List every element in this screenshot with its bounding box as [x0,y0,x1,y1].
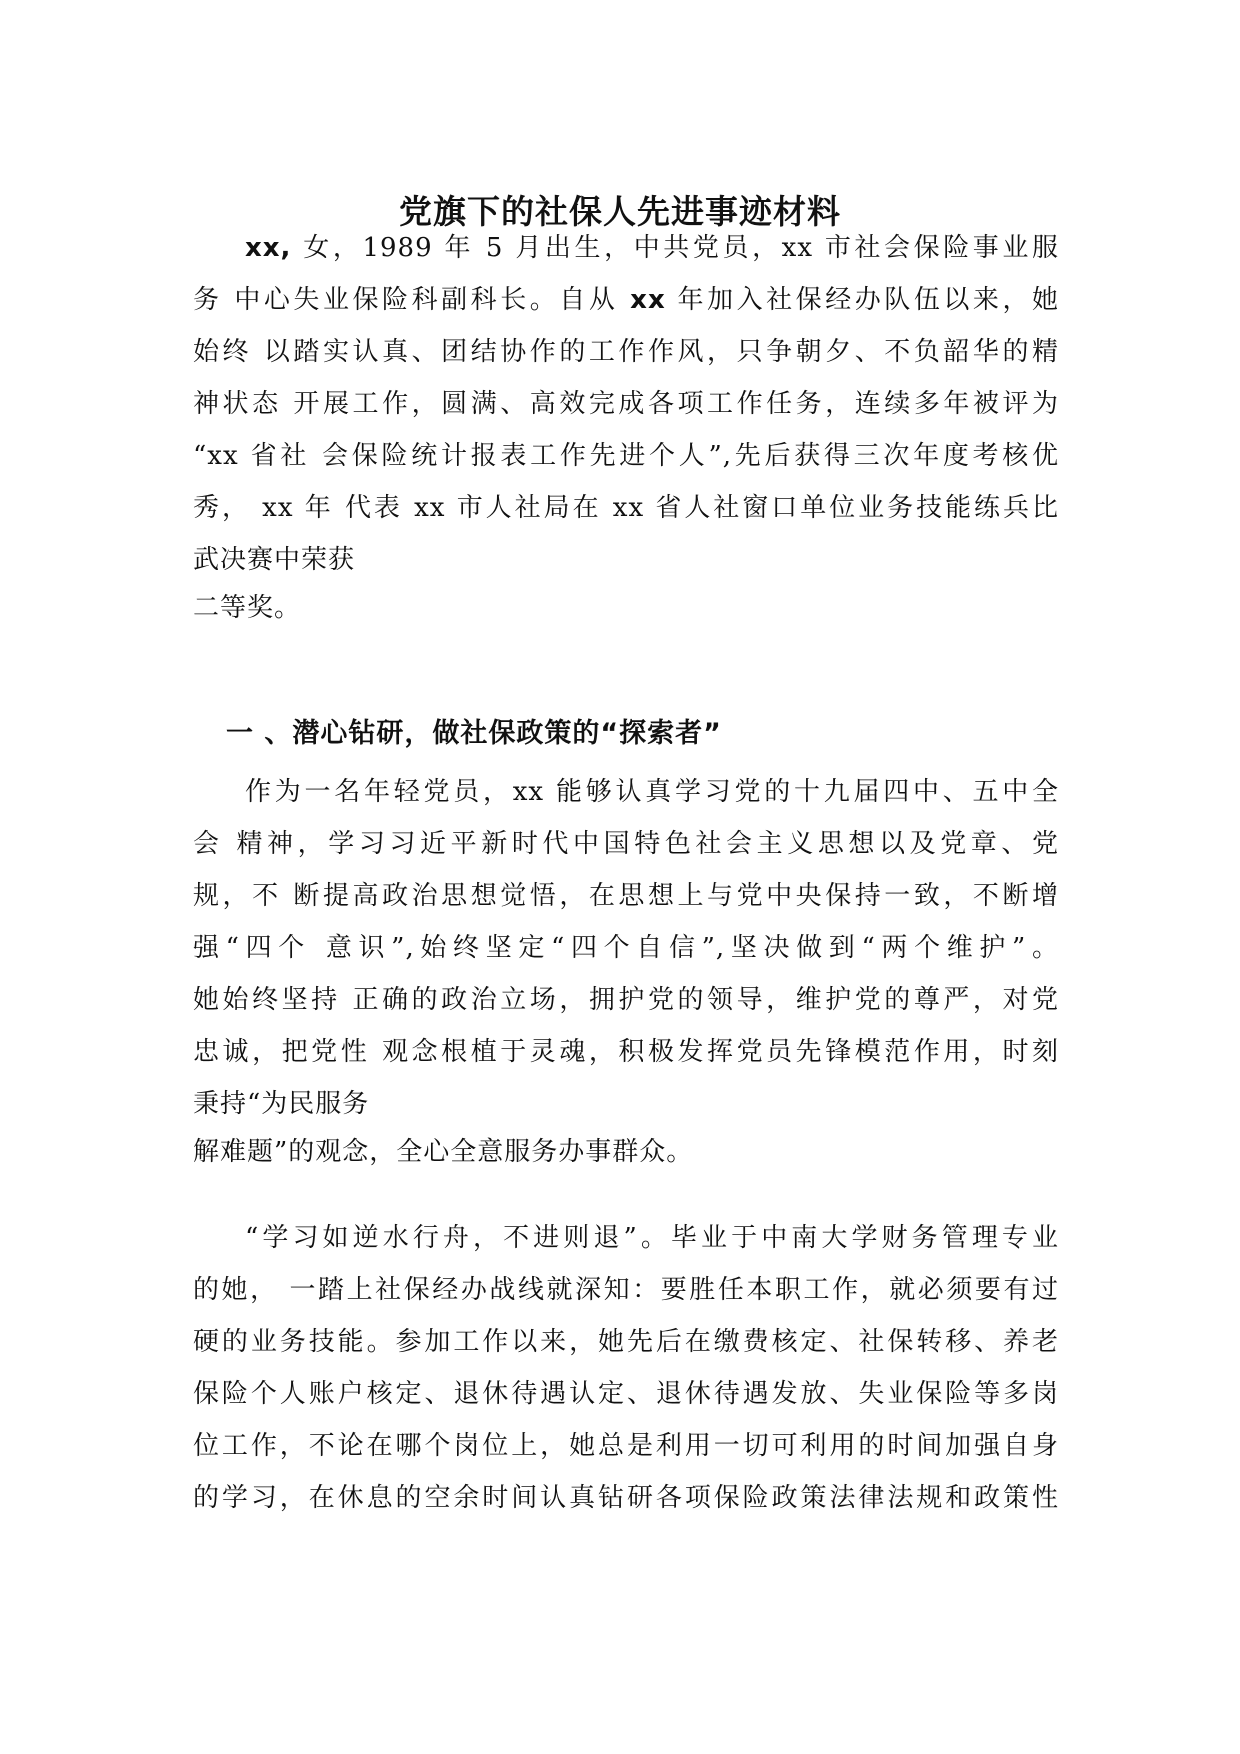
paragraph-3-line-1: “学习如逆水行舟，不进则退”。毕业于中南大学财务管理专业 [245,1223,1059,1253]
paragraph-1-line-4: 神状态 开展工作，圆满、高效完成各项工作任务，连续多年被评为 [193,389,1059,419]
paragraph-1-line-7: 武决赛中荣获 [193,545,356,575]
paragraph-2-line-3: 规，不 断提高政治思想觉悟，在思想上与党中央保持一致，不断增 [193,881,1059,911]
section-1-heading: 一 、潜心钻研，做社保政策的“探索者” [226,718,722,749]
paragraph-3-line-4: 保险个人账户核定、退休待遇认定、退休待遇发放、失业保险等多岗 [193,1379,1059,1409]
name-placeholder: xx, [245,233,292,263]
document-title: 党旗下的社保人先进事迹材料 [399,192,841,231]
paragraph-3-line-6: 的学习，在休息的空余时间认真钻研各项保险政策法律法规和政策性 [193,1483,1059,1513]
paragraph-3-line-3: 硬的业务技能。参加工作以来，她先后在缴费核定、社保转移、养老 [193,1327,1059,1357]
paragraph-2-line-7: 秉持“为民服务 [193,1089,370,1119]
paragraph-2-line-2: 会 精神，学习习近平新时代中国特色社会主义思想以及党章、党 [193,829,1059,859]
paragraph-1-line-1: xx, 女，1989 年 5 月出生，中共党员，xx 市社会保险事业服 [245,233,1059,263]
paragraph-1-line-8: 二等奖。 [193,593,302,623]
paragraph-1-line-2: 务 中心失业保险科副科长。自从 xx 年加入社保经办队伍以来，她 [193,285,1060,315]
paragraph-1-line-5: “xx 省社 会保险统计报表工作先进个人”,先后获得三次年度考核优 [193,441,1059,471]
paragraph-2-line-1: 作为一名年轻党员，xx 能够认真学习党的十九届四中、五中全 [245,777,1059,807]
paragraph-1-line-3: 始终 以踏实认真、团结协作的工作作风，只争朝夕、不负韶华的精 [193,337,1059,367]
paragraph-3-line-5: 位工作，不论在哪个岗位上，她总是利用一切可利用的时间加强自身 [193,1431,1059,1461]
paragraph-2-line-6: 忠诚，把党性 观念根植于灵魂，积极发挥党员先锋模范作用，时刻 [193,1037,1059,1067]
paragraph-2-line-4: 强“四个 意识”,始终坚定“四个自信”,坚决做到“两个维护”。 [193,933,1059,963]
paragraph-3-line-2: 的她， 一踏上社保经办战线就深知：要胜任本职工作，就必须要有过 [193,1275,1059,1305]
paragraph-2-line-8: 解难题”的观念，全心全意服务办事群众。 [193,1137,694,1167]
paragraph-2-line-5: 她始终坚持 正确的政治立场，拥护党的领导，维护党的尊严，对党 [193,985,1059,1015]
year-placeholder: xx [630,285,666,315]
paragraph-1-line-6: 秀， xx 年 代表 xx 市人社局在 xx 省人社窗口单位业务技能练兵比 [193,493,1059,523]
